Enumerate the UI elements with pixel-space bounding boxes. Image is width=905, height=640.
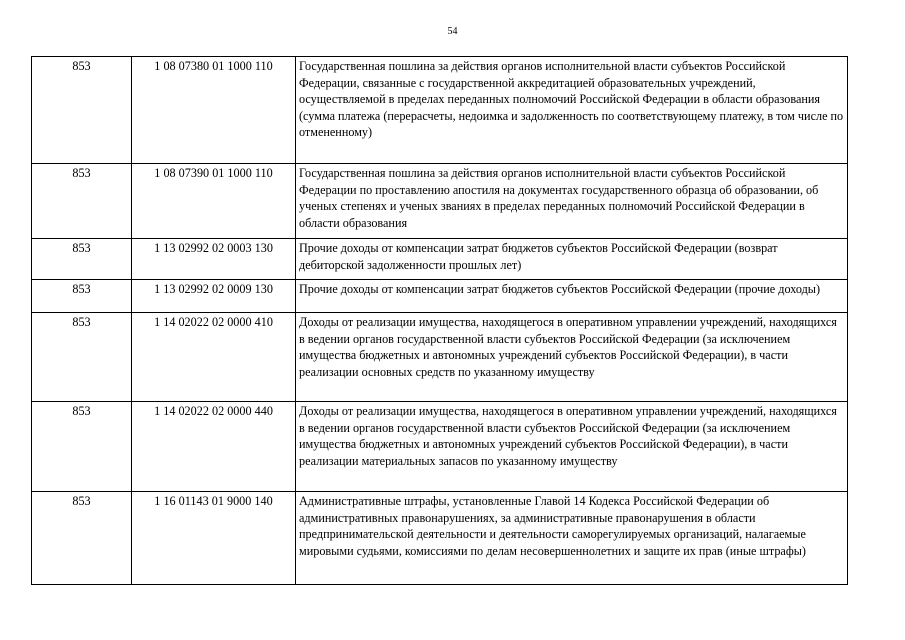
admin-code-cell: 853 — [32, 164, 132, 239]
admin-code-cell: 853 — [32, 313, 132, 402]
admin-code-cell: 853 — [32, 492, 132, 585]
description-cell: Государственная пошлина за действия органов исполнительной власти субъектов Российской Федерации по проставлению апостиля на документах государственного образца об образовании, об ученых степенях и ученых званиях в пределах переданных полномочий Российской Федерации в области образования — [296, 164, 848, 239]
admin-code-cell: 853 — [32, 402, 132, 492]
table-row — [32, 280, 848, 313]
table-row — [32, 164, 848, 239]
description-cell: Прочие доходы от компенсации затрат бюджетов субъектов Российской Федерации (прочие доходы) — [296, 280, 848, 313]
admin-code-cell: 853 — [32, 280, 132, 313]
table-row — [32, 402, 848, 492]
budget-code-cell: 1 14 02022 02 0000 440 — [132, 402, 296, 492]
budget-code-cell: 1 13 02992 02 0003 130 — [132, 239, 296, 280]
description-cell: Прочие доходы от компенсации затрат бюджетов субъектов Российской Федерации (возврат дебиторской задолженности прошлых лет) — [296, 239, 848, 280]
budget-code-cell: 1 14 02022 02 0000 410 — [132, 313, 296, 402]
budget-code-cell: 1 08 07380 01 1000 110 — [132, 57, 296, 164]
table-row — [32, 57, 848, 164]
description-cell: Государственная пошлина за действия органов исполнительной власти субъектов Российской Федерации, связанные с государственной аккредитацией образовательных учреждений, осуществляемой в пределах переданных полномочий Российской Федерации в области образования (сумма платежа (перерасчеты, недоимка и задолженность по соответствующему платежу, в том числе по отмененному) — [296, 57, 848, 164]
description-cell: Доходы от реализации имущества, находящегося в оперативном управлении учреждений, находящихся в ведении органов государственной власти субъектов Российской Федерации (за исключением имущества бюджетных и автономных учреждений субъектов Российской Федерации), в части реализации основных средств по указанному имуществу — [296, 313, 848, 402]
table-row — [32, 239, 848, 280]
admin-code-cell: 853 — [32, 239, 132, 280]
budget-code-table — [31, 56, 848, 585]
description-cell: Доходы от реализации имущества, находящегося в оперативном управлении учреждений, находящихся в ведении органов государственной власти субъектов Российской Федерации (за исключением имущества бюджетных и автономных учреждений субъектов Российской Федерации), в части реализации материальных запасов по указанному имуществу — [296, 402, 848, 492]
page-number: 54 — [447, 26, 458, 37]
budget-code-cell: 1 13 02992 02 0009 130 — [132, 280, 296, 313]
budget-code-cell: 1 08 07390 01 1000 110 — [132, 164, 296, 239]
description-cell: Административные штрафы, установленные Главой 14 Кодекса Российской Федерации об административных правонарушениях, за административные правонарушения в области предпринимательской деятельности и деятельности саморегулируемых организаций, налагаемые мировыми судьями, комиссиями по делам несовершеннолетних и защите их прав (иные штрафы) — [296, 492, 848, 585]
table-row — [32, 313, 848, 402]
admin-code-cell: 853 — [32, 57, 132, 164]
budget-code-cell: 1 16 01143 01 9000 140 — [132, 492, 296, 585]
table-row — [32, 492, 848, 585]
